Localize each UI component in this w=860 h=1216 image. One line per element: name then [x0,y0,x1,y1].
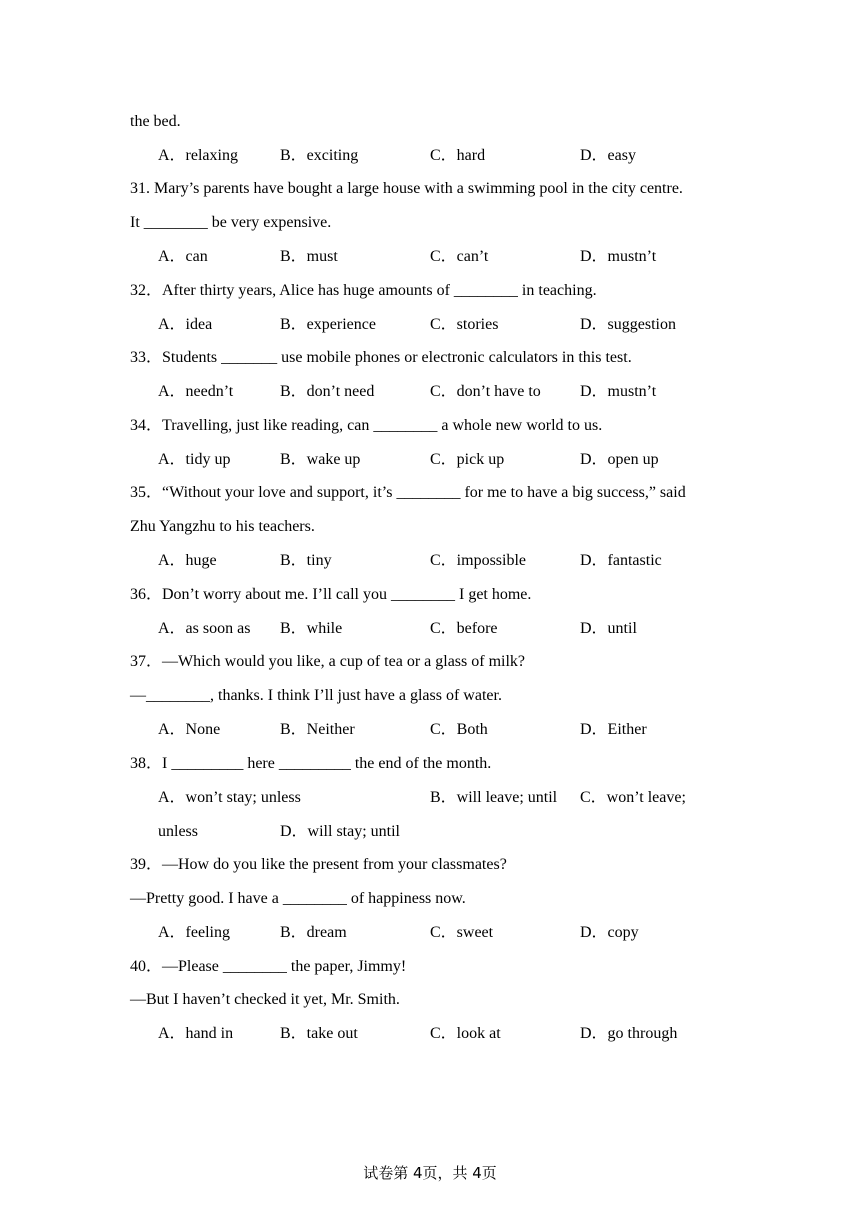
q35-option-d: D．fantastic [580,552,662,569]
q32-options [130,315,770,335]
q40-options [130,1024,770,1044]
q37-option-b: B．Neither [280,721,355,738]
q34-option-c: C．pick up [430,451,505,468]
q32-option-c: C．stories [430,316,499,333]
q40-option-a: A．hand in [158,1025,234,1042]
page-footer: 试卷第 4页，共 4页 [363,1164,497,1182]
q37-option-c: C．Both [430,721,488,738]
q31-stem: 31. Mary’s parents have bought a large house with a swimming pool in the city centre. [130,180,683,197]
q30-option-c: C．hard [430,147,486,164]
q40-option-c: C．look at [430,1025,501,1042]
q40-option-b: B．take out [280,1025,358,1042]
q36-stem: 36．Don’t worry about me. I’ll call you ________ I get home. [130,586,532,603]
q34-options [130,450,770,470]
q30-option-d: D．easy [580,147,636,164]
q39-option-b: B．dream [280,924,347,941]
q36-options [130,619,770,639]
q33-stem: 33．Students _______ use mobile phones or electronic calculators in this test. [130,349,632,366]
q31-option-a: A．can [158,248,208,265]
q37-option-a: A．None [158,721,221,738]
q32-option-d: D．suggestion [580,316,677,333]
q35-options [130,551,770,571]
q30-continuation: the bed. [130,113,181,130]
q37-option-d: D．Either [580,721,647,738]
q35-stem-cont: Zhu Yangzhu to his teachers. [130,518,315,535]
q35-option-a: A．huge [158,552,217,569]
q39-option-d: D．copy [580,924,639,941]
q33-option-b: B．don’t need [280,383,375,400]
q30-option-a: A．relaxing [158,147,238,164]
q37-stem-cont: —________, thanks. I think I’ll just have a glass of water. [130,687,502,704]
q39-option-a: A．feeling [158,924,230,941]
q34-stem: 34．Travelling, just like reading, can ________ a whole new world to us. [130,417,603,434]
q31-option-c: C．can’t [430,248,489,265]
q33-option-d: D．mustn’t [580,383,657,400]
q39-options [130,923,770,943]
q36-option-c: C．before [430,620,498,637]
q30-option-b: B．exciting [280,147,359,164]
q38-option-c-cont: unless [158,823,198,840]
q32-option-b: B．experience [280,316,376,333]
q40-stem: 40．—Please ________ the paper, Jimmy! [130,958,407,975]
q40-option-d: D．go through [580,1025,678,1042]
q38-options-row1 [130,788,770,808]
q34-option-b: B．wake up [280,451,361,468]
q34-option-a: A．tidy up [158,451,231,468]
q33-options [130,382,770,402]
q36-option-a: A．as soon as [158,620,251,637]
q38-option-b: B．will leave; until [430,789,558,806]
q39-stem-cont: —Pretty good. I have a ________ of happiness now. [130,890,466,907]
q31-stem-cont: It ________ be very expensive. [130,214,332,231]
q34-option-d: D．open up [580,451,659,468]
q33-option-a: A．needn’t [158,383,234,400]
q33-option-c: C．don’t have to [430,383,541,400]
q36-option-d: D．until [580,620,637,637]
q38-stem: 38．I _________ here _________ the end of the month. [130,755,492,772]
q31-option-d: D．mustn’t [580,248,657,265]
q30-options [130,146,770,166]
q35-option-b: B．tiny [280,552,332,569]
q31-option-b: B．must [280,248,338,265]
q35-stem: 35．“Without your love and support, it’s ________ for me to have a big success,” said [130,484,686,501]
q35-option-c: C．impossible [430,552,527,569]
q37-stem: 37．—Which would you like, a cup of tea or a glass of milk? [130,653,526,670]
q37-options [130,720,770,740]
q32-option-a: A．idea [158,316,213,333]
q38-option-d: D．will stay; until [280,823,401,840]
q38-option-a: A．won’t stay; unless [158,789,301,806]
q39-option-c: C．sweet [430,924,494,941]
q38-options-row2 [130,822,770,842]
q31-options [130,247,770,267]
q39-stem: 39．—How do you like the present from your classmates? [130,856,507,873]
q38-option-c: C．won’t leave; [580,789,686,806]
q32-stem: 32．After thirty years, Alice has huge amounts of ________ in teaching. [130,282,597,299]
q40-stem-cont: —But I haven’t checked it yet, Mr. Smith. [130,991,400,1008]
q36-option-b: B．while [280,620,343,637]
